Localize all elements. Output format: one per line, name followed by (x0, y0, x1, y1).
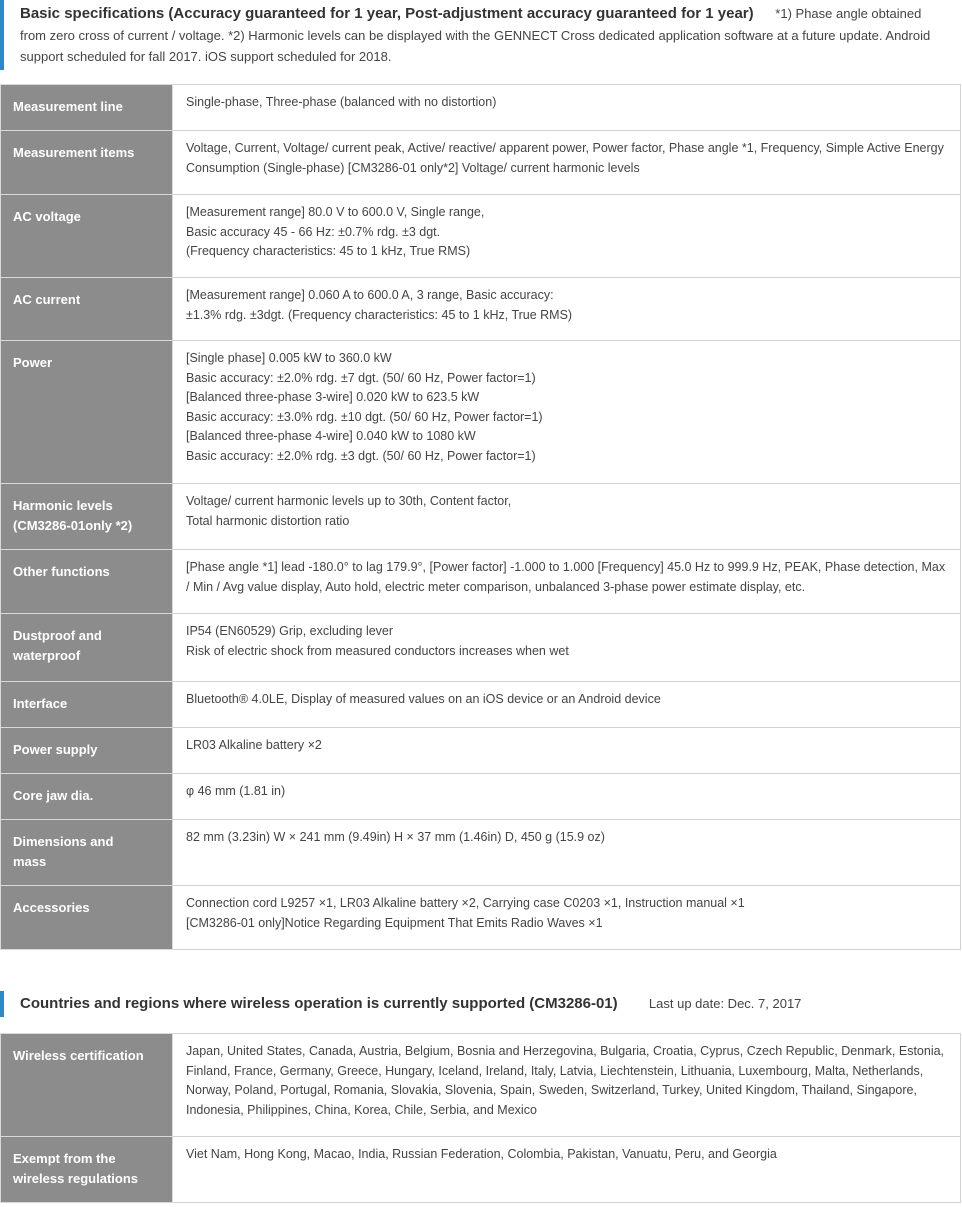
row-label (1, 886, 173, 950)
row-value (173, 341, 961, 484)
row-value (173, 886, 961, 950)
row-value (173, 131, 961, 195)
table-row (1, 85, 961, 131)
row-label-line: AC voltage (13, 209, 81, 224)
row-label (1, 614, 173, 682)
basic-spec-note: *1) Phase angle obtained from zero cross of current / voltage. *2) Harmonic levels can be displayed with the GENNECT Cross dedicated application software at a future update. Android support scheduled for fall 2017. iOS support scheduled for 2018. (20, 6, 931, 64)
row-label-line: Measurement line (13, 99, 123, 114)
basic-spec-header (0, 0, 962, 70)
row-value (173, 484, 961, 550)
row-value-line: Risk of electric shock from measured conductors increases when wet (186, 643, 569, 658)
row-value (173, 1137, 961, 1203)
row-label-line: Dustproof and (13, 628, 102, 643)
row-value-line: Total harmonic distortion ratio (186, 513, 350, 528)
row-value-line: [Balanced three-phase 3-wire] 0.020 kW to 623.5 kW (186, 390, 480, 405)
table-row (1, 131, 961, 195)
row-value-line: Japan, United States, Canada, Austria, Belgium, Bosnia and Herzegovina, Bulgaria, Croatia, Cyprus, Czech Republic, Denmark, Estonia, Finland, France, Germany, Greece, Hungary, Iceland, Ireland, Italy, Latvia, Liechtenstein, Lithuania, Luxembourg, Malta, Netherlands, Norway, Poland, Portugal, Romania, Slovakia, Slovenia, Spain, Sweden, Switzerland, Turkey, United Kingdom, Thailand, Singapore, Indonesia, Philippines, China, Korea, Chile, Serbia, and Mexico (186, 1044, 945, 1117)
row-label-line: Measurement items (13, 145, 135, 160)
wireless-heading (20, 993, 942, 1015)
basic-spec-title: Basic specifications (Accuracy guaranteed for 1 year, Post-adjustment accuracy guaranteed for 1 year) (20, 5, 754, 22)
row-value (173, 278, 961, 341)
table-row (1, 614, 961, 682)
row-label (1, 550, 173, 614)
row-label-line: waterproof (13, 647, 81, 663)
row-label (1, 1137, 173, 1203)
table-row (1, 682, 961, 728)
row-value (173, 682, 961, 728)
last-updated: Last up date: Dec. 7, 2017 (648, 996, 802, 1011)
row-label-line: wireless regulations (13, 1170, 138, 1186)
row-label-line: Power supply (13, 742, 98, 757)
table-row (1, 1034, 961, 1137)
row-label (1, 195, 173, 278)
row-value-line: Connection cord L9257 ×1, LR03 Alkaline battery ×2, Carrying case C0203 ×1, Instruction manual ×1 (186, 896, 745, 910)
row-label (1, 1034, 173, 1137)
row-value-line: (Frequency characteristics: 45 to 1 kHz, True RMS) (186, 244, 471, 259)
row-value (173, 195, 961, 278)
row-value-line: Viet Nam, Hong Kong, Macao, India, Russian Federation, Colombia, Pakistan, Vanuatu, Peru, and Georgia (186, 1147, 777, 1161)
row-value-line: Voltage/ current harmonic levels up to 30th, Content factor, (186, 494, 512, 508)
row-value-line: Single-phase, Three-phase (balanced with no distortion) (186, 95, 497, 109)
basic-spec-table (0, 84, 961, 950)
table-row (1, 550, 961, 614)
section-accent-bar (0, 0, 4, 70)
row-label-line: AC current (13, 292, 81, 307)
row-value-line: φ 46 mm (1.81 in) (186, 784, 286, 798)
row-label-line: Dimensions and (13, 834, 114, 849)
row-value-line: Basic accuracy: ±3.0% rdg. ±10 dgt. (50/ 60 Hz, Power factor=1) (186, 409, 543, 424)
row-label (1, 820, 173, 886)
row-label-line: Core jaw dia. (13, 788, 94, 803)
row-value-line: Basic accuracy 45 - 66 Hz: ±0.7% rdg. ±3 dgt. (186, 224, 441, 239)
wireless-table (0, 1033, 961, 1203)
row-label-line: Other functions (13, 564, 110, 579)
section-accent-bar (0, 991, 4, 1017)
row-value-line: Basic accuracy: ±2.0% rdg. ±7 dgt. (50/ 60 Hz, Power factor=1) (186, 370, 536, 385)
row-label (1, 484, 173, 550)
row-label (1, 85, 173, 131)
row-label (1, 341, 173, 484)
table-row (1, 484, 961, 550)
table-row (1, 278, 961, 341)
table-row (1, 820, 961, 886)
row-value-line: ±1.3% rdg. ±3dgt. (Frequency characteristics: 45 to 1 kHz, True RMS) (186, 307, 573, 322)
row-value-line: [Balanced three-phase 4-wire] 0.040 kW to 1080 kW (186, 429, 476, 444)
row-value-line: 82 mm (3.23in) W × 241 mm (9.49in) H × 37 mm (1.46in) D, 450 g (15.9 oz) (186, 830, 605, 844)
row-value-line: Voltage, Current, Voltage/ current peak, Active/ reactive/ apparent power, Power factor, Phase angle *1, Frequency, Simple Active Energy Consumption (Single-phase) [CM3286-01 only*2] Voltage/ current harmonic levels (186, 141, 944, 175)
row-value-line: LR03 Alkaline battery ×2 (186, 738, 322, 752)
row-label (1, 278, 173, 341)
row-label-line: Exempt from the (13, 1151, 116, 1166)
row-value-line: Bluetooth® 4.0LE, Display of measured values on an iOS device or an Android device (186, 692, 661, 706)
row-label (1, 131, 173, 195)
table-row (1, 1137, 961, 1203)
row-value-line: Basic accuracy: ±2.0% rdg. ±3 dgt. (50/ 60 Hz, Power factor=1) (186, 448, 536, 463)
table-row (1, 195, 961, 278)
row-value-line: [Measurement range] 0.060 A to 600.0 A, 3 range, Basic accuracy: (186, 288, 554, 302)
row-value-line: IP54 (EN60529) Grip, excluding lever (186, 624, 394, 638)
row-value (173, 614, 961, 682)
row-value-line: [CM3286-01 only]Notice Regarding Equipment That Emits Radio Waves ×1 (186, 915, 603, 930)
row-value (173, 1034, 961, 1137)
row-label (1, 774, 173, 820)
row-value (173, 728, 961, 774)
row-label-line: mass (13, 853, 47, 869)
table-row (1, 774, 961, 820)
row-label-line: Accessories (13, 900, 90, 915)
row-value-line: [Phase angle *1] lead -180.0° to lag 179.9°, [Power factor] -1.000 to 1.000 [Frequency] 45.0 Hz to 999.9 Hz, PEAK, Phase detection, Max / Min / Avg value display, Auto hold, electric meter comparison, unbalanced 3-phase power estimate display, etc. (186, 560, 946, 594)
table-row (1, 886, 961, 950)
row-label-line: (CM3286-01only *2) (13, 517, 133, 533)
row-label (1, 682, 173, 728)
wireless-header (0, 990, 962, 1020)
wireless-title: Countries and regions where wireless operation is currently supported (CM3286-01) (20, 995, 618, 1012)
row-value (173, 550, 961, 614)
row-value-line: [Measurement range] 80.0 V to 600.0 V, Single range, (186, 205, 485, 219)
row-value (173, 85, 961, 131)
row-label-line: Power (13, 355, 53, 370)
row-value-line: [Single phase] 0.005 kW to 360.0 kW (186, 351, 392, 365)
table-row (1, 728, 961, 774)
table-row (1, 341, 961, 484)
row-label-line: Wireless certification (13, 1048, 144, 1063)
basic-spec-heading (20, 3, 942, 68)
row-value (173, 774, 961, 820)
row-label (1, 728, 173, 774)
row-label-line: Interface (13, 696, 68, 711)
row-label-line: Harmonic levels (13, 498, 113, 513)
row-value (173, 820, 961, 886)
